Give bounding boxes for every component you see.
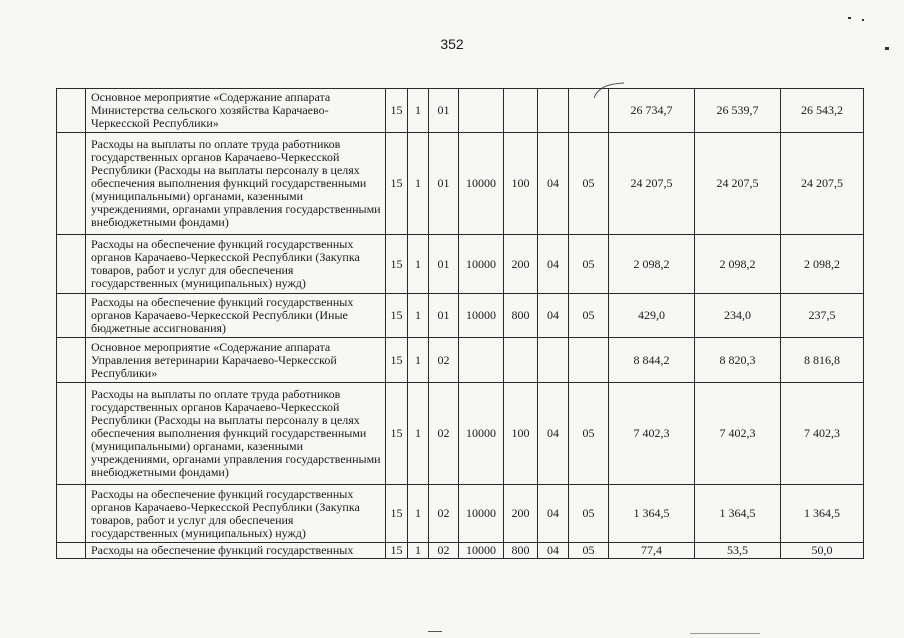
table-row [57,133,864,235]
code-cell: 15 [386,89,408,133]
amount-cell: 8 816,8 [781,338,864,383]
code-cell: 15 [386,543,408,559]
target-article-cell [459,89,504,133]
code-cell: 1 [408,543,429,559]
table-row [57,89,864,133]
amount-cell: 26 734,7 [609,89,695,133]
amount-cell: 7 402,3 [609,383,695,485]
amount-cell: 50,0 [781,543,864,559]
expense-type-cell [504,89,538,133]
code-cell: 1 [408,133,429,235]
row-description: Расходы на обеспечение функций государственных органов Карачаево-Черкесской Республики (Закупка товаров, работ и услуг для обеспечения государственных (муниципальных) нужд) [86,235,386,294]
code-cell: 02 [429,338,459,383]
code-cell: 1 [408,485,429,543]
amount-cell: 24 207,5 [695,133,781,235]
subsection-cell: 05 [569,235,609,294]
scan-speck [885,47,889,50]
target-article-cell: 10000 [459,235,504,294]
amount-cell: 2 098,2 [695,235,781,294]
expense-type-cell: 800 [504,294,538,338]
code-cell: 1 [408,294,429,338]
row-description: Расходы на обеспечение функций государственных органов Карачаево-Черкесской Республики (Иные бюджетные ассигнования) [86,294,386,338]
amount-cell: 1 364,5 [609,485,695,543]
subsection-cell: 05 [569,133,609,235]
target-article-cell: 10000 [459,383,504,485]
amount-cell: 8 844,2 [609,338,695,383]
table-row [57,543,864,559]
amount-cell: 237,5 [781,294,864,338]
row-description: Основное мероприятие «Содержание аппарата Управления ветеринарии Карачаево-Черкесской Республики» [86,338,386,383]
code-cell: 01 [429,89,459,133]
section-cell: 04 [538,133,569,235]
code-cell: 15 [386,133,408,235]
table-row [57,383,864,485]
amount-cell: 1 364,5 [781,485,864,543]
amount-cell: 26 543,2 [781,89,864,133]
code-cell: 15 [386,235,408,294]
section-cell [538,338,569,383]
code-cell: 02 [429,485,459,543]
subsection-cell: 05 [569,383,609,485]
scan-dash [428,631,442,632]
code-cell: 02 [429,383,459,485]
table-row [57,235,864,294]
table-row [57,338,864,383]
code-cell: 01 [429,294,459,338]
table-row [57,485,864,543]
amount-cell: 1 364,5 [695,485,781,543]
code-cell: 02 [429,543,459,559]
scan-dash [690,633,760,634]
row-description: Расходы на выплаты по оплате труда работников государственных органов Карачаево-Черкесской Республики (Расходы на выплаты персоналу в целях обеспечения выполнения функций государственными (муниципальными) органами, казенными учреждениями, органами управления государственными внебюджетными фондами) [86,383,386,485]
row-description: Расходы на обеспечение функций государственных [86,543,386,559]
amount-cell: 24 207,5 [781,133,864,235]
section-cell: 04 [538,235,569,294]
code-cell: 15 [386,294,408,338]
subsection-cell [569,89,609,133]
target-article-cell: 10000 [459,294,504,338]
row-gutter-cell [57,133,86,235]
code-cell: 1 [408,89,429,133]
target-article-cell [459,338,504,383]
row-gutter-cell [57,485,86,543]
section-cell [538,89,569,133]
amount-cell: 234,0 [695,294,781,338]
expense-type-cell [504,338,538,383]
row-description: Расходы на обеспечение функций государственных органов Карачаево-Черкесской Республики (Закупка товаров, работ и услуг для обеспечения государственных (муниципальных) нужд) [86,485,386,543]
expense-type-cell: 100 [504,383,538,485]
code-cell: 1 [408,338,429,383]
code-cell: 1 [408,235,429,294]
row-gutter-cell [57,383,86,485]
scan-speck [862,19,864,21]
row-gutter-cell [57,89,86,133]
row-gutter-cell [57,338,86,383]
amount-cell: 7 402,3 [781,383,864,485]
section-cell: 04 [538,485,569,543]
amount-cell: 8 820,3 [695,338,781,383]
page-number: 352 [440,36,464,52]
scan-speck [848,17,851,19]
subsection-cell [569,338,609,383]
section-cell: 04 [538,383,569,485]
row-description: Основное мероприятие «Содержание аппарата Министерства сельского хозяйства Карачаево-Черкесской Республики» [86,89,386,133]
code-cell: 15 [386,485,408,543]
amount-cell: 24 207,5 [609,133,695,235]
target-article-cell: 10000 [459,133,504,235]
target-article-cell: 10000 [459,543,504,559]
subsection-cell: 05 [569,543,609,559]
expense-type-cell: 100 [504,133,538,235]
code-cell: 15 [386,338,408,383]
target-article-cell: 10000 [459,485,504,543]
amount-cell: 2 098,2 [609,235,695,294]
code-cell: 1 [408,383,429,485]
row-gutter-cell [57,235,86,294]
code-cell: 15 [386,383,408,485]
expense-type-cell: 200 [504,235,538,294]
code-cell: 01 [429,235,459,294]
amount-cell: 7 402,3 [695,383,781,485]
section-cell: 04 [538,294,569,338]
amount-cell: 26 539,7 [695,89,781,133]
amount-cell: 53,5 [695,543,781,559]
amount-cell: 77,4 [609,543,695,559]
table-row [57,294,864,338]
amount-cell: 429,0 [609,294,695,338]
amount-cell: 2 098,2 [781,235,864,294]
row-gutter-cell [57,294,86,338]
code-cell: 01 [429,133,459,235]
expense-type-cell: 800 [504,543,538,559]
subsection-cell: 05 [569,485,609,543]
row-gutter-cell [57,543,86,559]
subsection-cell: 05 [569,294,609,338]
budget-table [56,88,864,559]
expense-type-cell: 200 [504,485,538,543]
row-description: Расходы на выплаты по оплате труда работников государственных органов Карачаево-Черкесской Республики (Расходы на выплаты персоналу в целях обеспечения выполнения функций государственными (муниципальными) органами, казенными учреждениями, органами управления государственными внебюджетными фондами) [86,133,386,235]
section-cell: 04 [538,543,569,559]
